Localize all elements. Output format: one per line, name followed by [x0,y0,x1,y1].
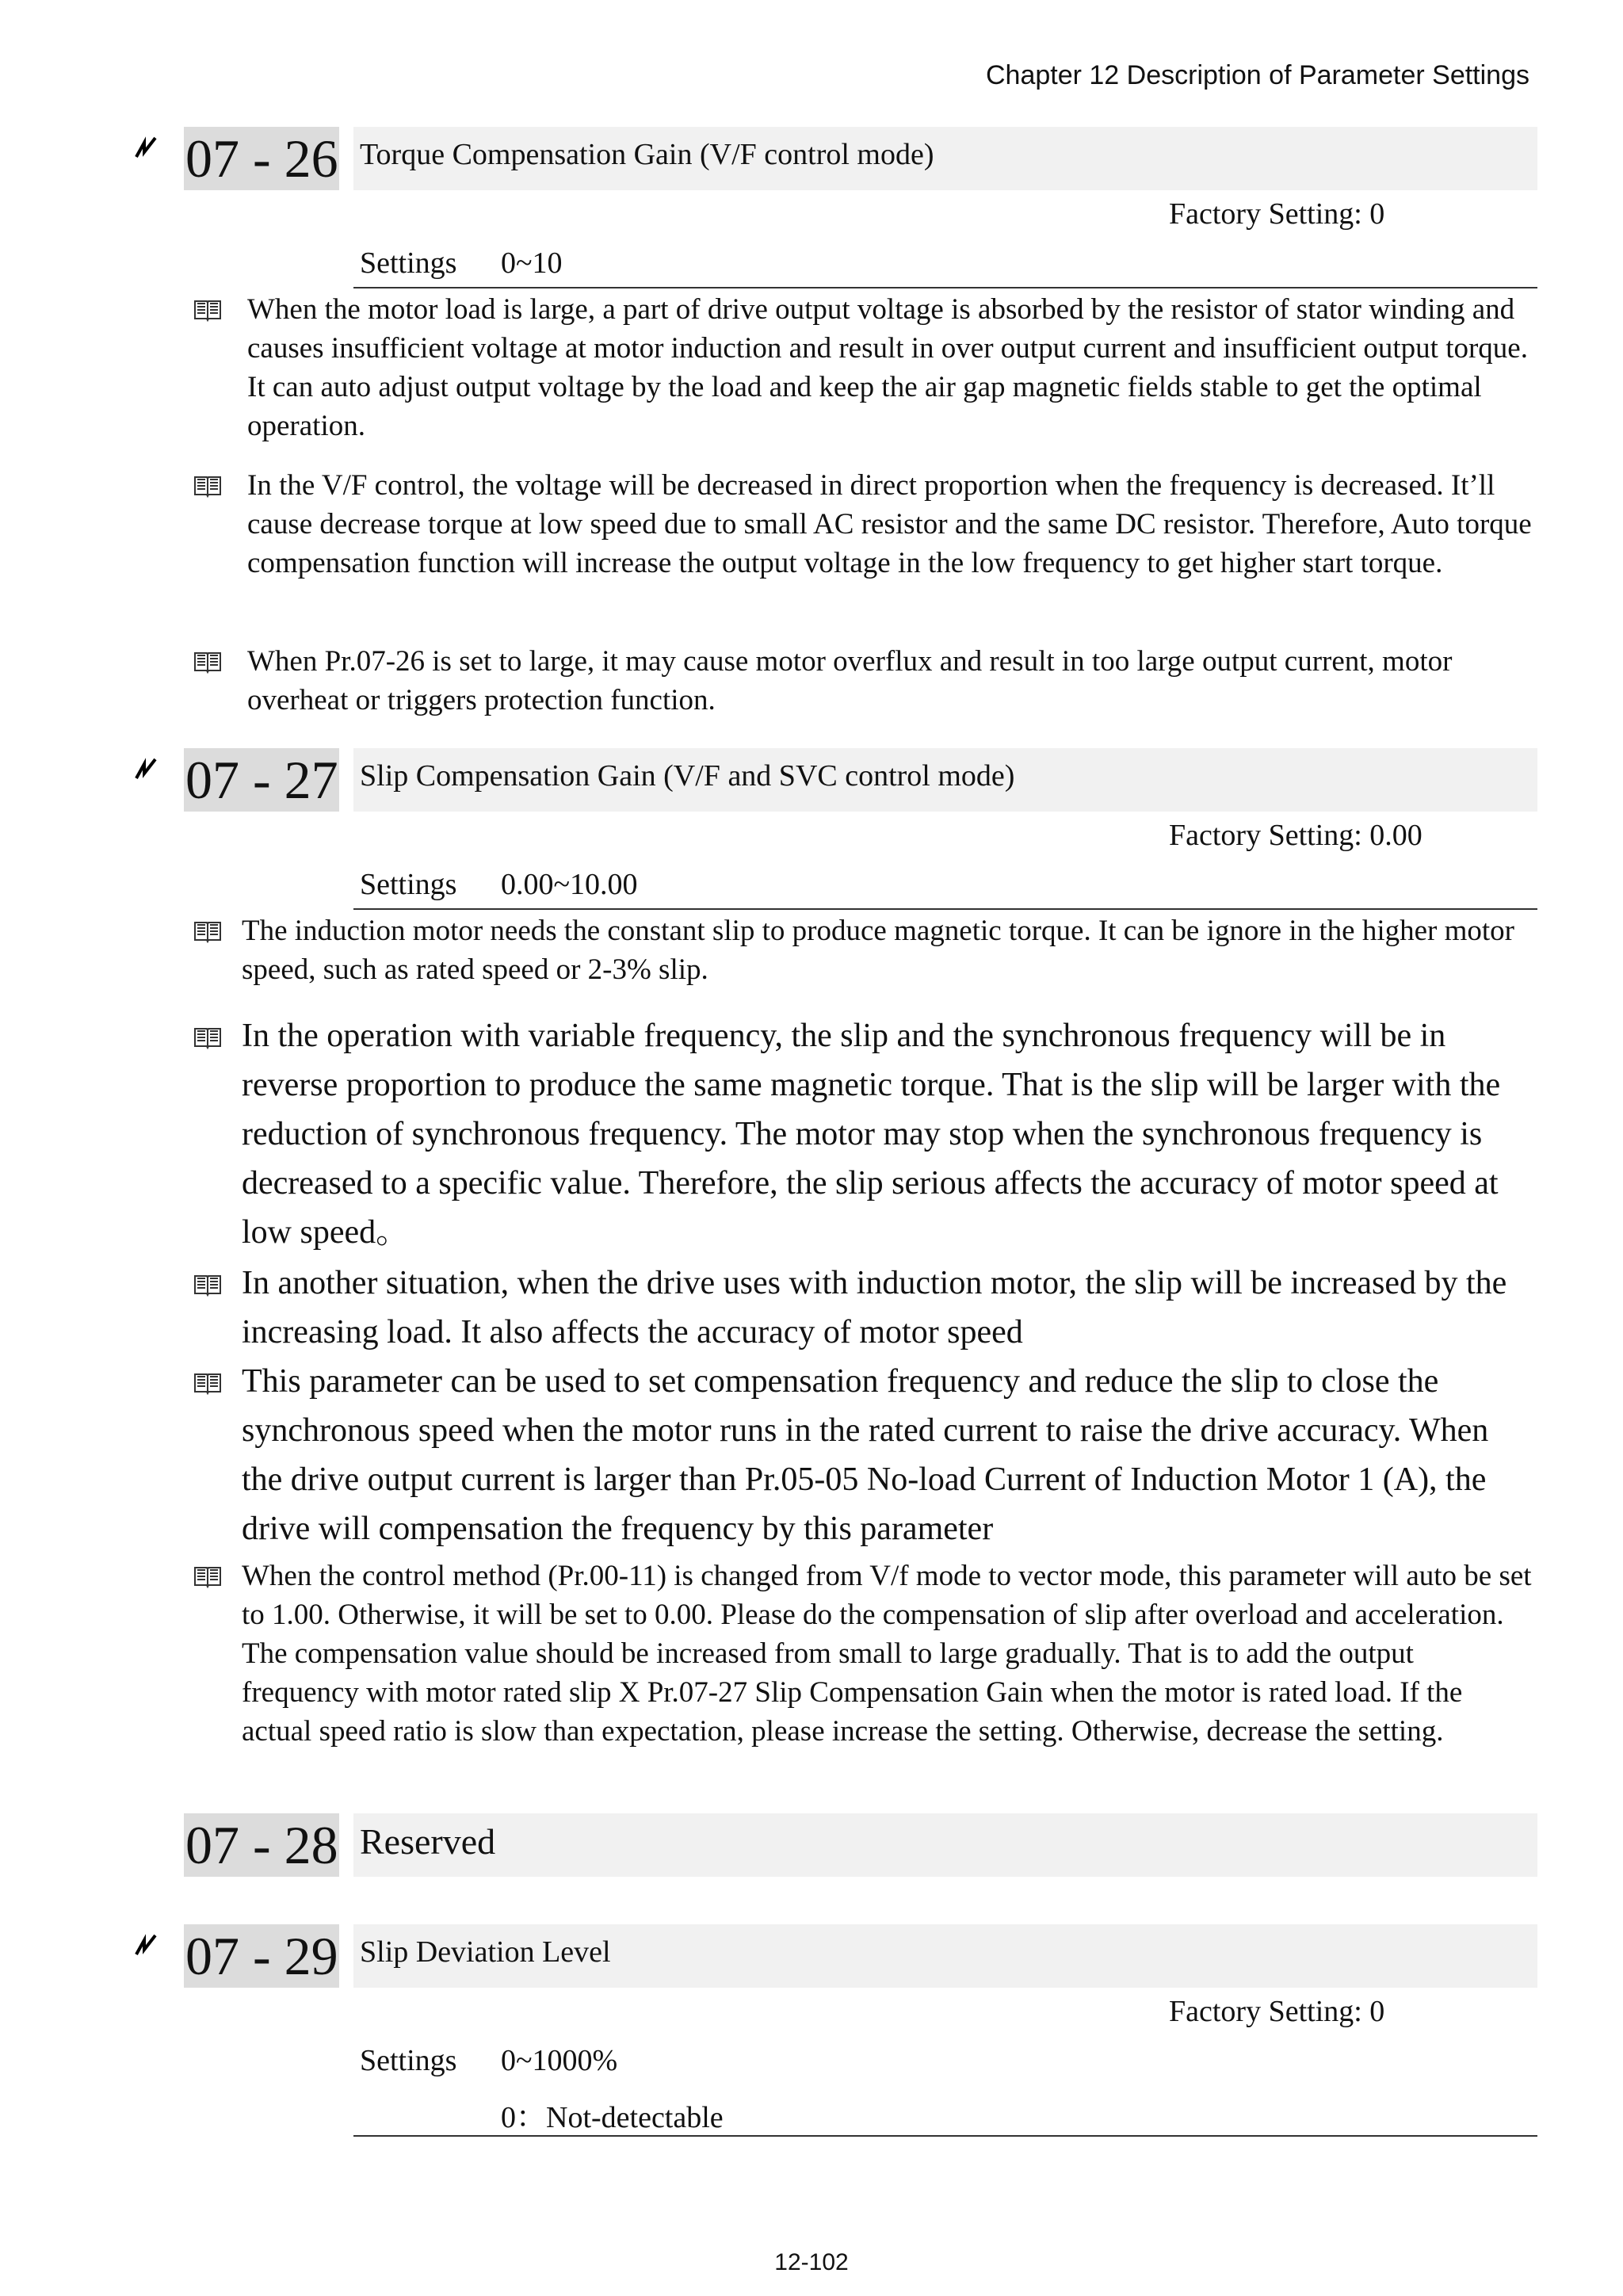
runtime-parameter-icon [133,1931,158,1962]
param-number: 07 - 29 [185,1926,338,1986]
note-paragraph: In the V/F control, the voltage will be decreased in direct proportion when the frequency is decreased. It’ll cause decrease torque at low speed due to small AC resistor and the same DC resistor. Therefore, Auto torque compensation function will increase the output voltage in the low frequency to get higher start torque. [247,469,1532,579]
book-icon [193,919,222,943]
note-paragraph: When the motor load is large, a part of drive output voltage is absorbed by the resistor of stator winding and causes insufficient voltage at motor induction and result in over output current and insufficient output torque. It can auto adjust output voltage by the load and keep the air gap magnetic fields stable to get the optimal operation. [247,293,1528,442]
book-icon [193,474,222,498]
settings-value: 0.00~10.00 [501,868,638,901]
param-number: 07 - 26 [185,128,338,189]
book-icon [193,1273,222,1297]
param-number: 07 - 28 [185,1815,338,1875]
settings-row [360,2043,617,2078]
settings-label: Settings [360,2044,457,2077]
book-icon [193,1371,222,1395]
book-icon [193,298,222,322]
note-paragraph: The induction motor needs the constant slip to produce magnetic torque. It can be ignore in the higher motor speed, such as rated speed or 2-3% slip. [242,915,1514,986]
book-icon [193,1564,222,1588]
factory-setting: Factory Setting: 0.00 [1169,819,1423,852]
book-icon [193,650,222,674]
param-number: 07 - 27 [185,750,338,810]
divider [353,908,1537,910]
settings-value: 0~10 [501,246,563,280]
note-paragraph: When the control method (Pr.00-11) is changed from V/f mode to vector mode, this parameter will auto be set to 1.00. Otherwise, it will be set to 0.00. Please do the compensation of slip after overload and acceleration. The compensation value should be increased from small to large gradually. That is to add the output frequency with motor rated slip X Pr.07-27 Slip Compensation Gain when the motor is rated load. If the actual speed ratio is slow than expectation, please increase the setting. Otherwise, decrease the setting. [242,1560,1532,1748]
settings-row [360,246,563,281]
param-title: Slip Deviation Level [353,1924,1537,1988]
settings-label: Settings [360,868,457,901]
factory-setting: Factory Setting: 0 [1169,1995,1385,2028]
param-title: Reserved [353,1813,1537,1877]
runtime-parameter-icon [133,755,158,786]
note-paragraph: In the operation with variable frequency, the slip and the synchronous frequency will be in reverse proportion to produce the same magnetic torque. That is the slip will be larger with the reduction of synchronous frequency. The motor may stop when the synchronous frequency is decreased to a specific value. Therefore, the slip serious affects the accuracy of motor speed at low speed。 [242,1018,1501,1251]
settings-label: Settings [360,246,457,280]
param-title: Torque Compensation Gain (V/F control mode) [353,127,1537,190]
book-icon [193,1026,222,1049]
note-paragraph: When Pr.07-26 is set to large, it may cause motor overflux and result in too large output current, motor overheat or triggers protection function. [247,645,1453,716]
divider [353,287,1537,288]
page-number: 12-102 [774,2249,849,2275]
divider [353,2135,1537,2137]
param-title: Slip Compensation Gain (V/F and SVC control mode) [353,748,1537,812]
settings-value-secondary: 0：Not-detectable [501,2101,724,2134]
settings-row [360,867,638,902]
runtime-parameter-icon [133,133,158,165]
settings-value: 0~1000% [501,2044,618,2077]
note-paragraph: In another situation, when the drive uses with induction motor, the slip will be increased by the increasing load. It also affects the accuracy of motor speed [242,1265,1507,1350]
note-paragraph: This parameter can be used to set compensation frequency and reduce the slip to close the synchronous speed when the motor runs in the rated current to raise the drive accuracy. When the drive output current is larger than Pr.05-05 No-load Current of Induction Motor 1 (A), the drive will compensation the frequency by this parameter [242,1363,1489,1547]
chapter-header: Chapter 12 Description of Parameter Settings [985,60,1529,90]
factory-setting: Factory Setting: 0 [1169,197,1385,231]
